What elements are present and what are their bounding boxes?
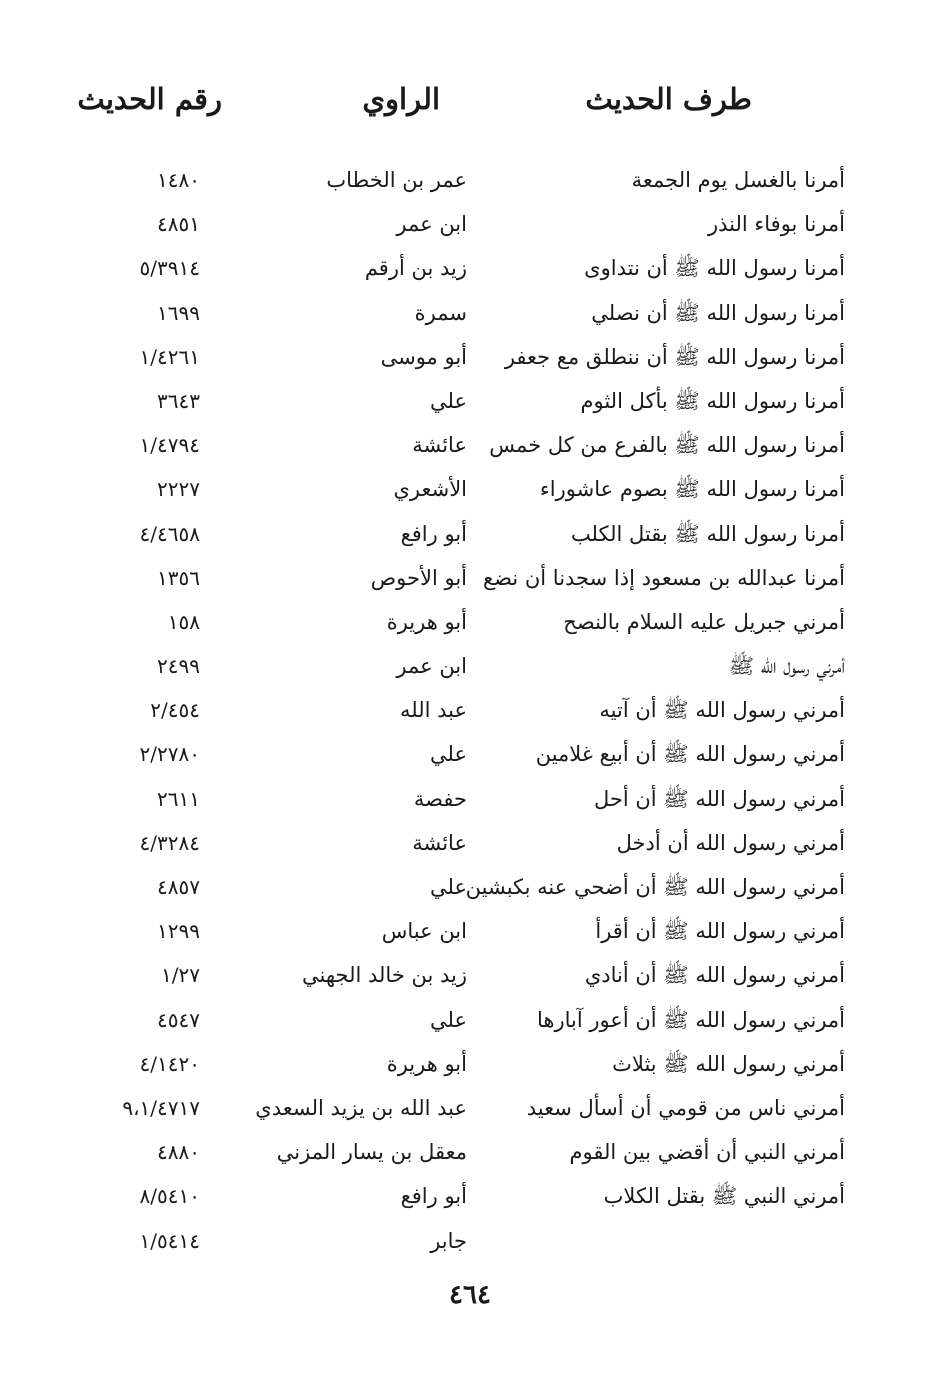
narrator-name: ابن عمر <box>396 212 467 237</box>
narrator-name: زيد بن أرقم <box>364 256 467 281</box>
narrator-name: أبو رافع <box>400 521 467 546</box>
table-row <box>0 779 940 823</box>
narrator-name: أبو هريرة <box>386 609 467 634</box>
hadith-text: أمرنا رسول الله ﷺ بصوم عاشوراء <box>539 477 845 502</box>
narrator-name: جابر <box>430 1228 467 1253</box>
hadith-number: ١٥٨ <box>167 609 200 634</box>
hadith-text: أمرني رسول الله ﷺ أن أنادي <box>584 963 845 988</box>
table-row <box>0 337 940 381</box>
table-row <box>0 734 940 778</box>
table-row <box>0 558 940 602</box>
hadith-number: ١٤٨٠ <box>157 168 200 192</box>
table-row <box>0 1221 940 1265</box>
table-row <box>0 911 940 955</box>
hadith-number: ٨/٥٤١٠ <box>139 1184 200 1209</box>
hadith-text: أمرنا رسول الله ﷺ بأكل الثوم <box>580 388 845 413</box>
narrator-name: عمر بن الخطاب <box>326 168 467 192</box>
narrator-name: أبو الأحوص <box>370 565 467 590</box>
hadith-text: أمرنا رسول الله ﷺ أن نصلي <box>591 300 845 325</box>
hadith-number: ٤/٣٢٨٤ <box>139 830 200 855</box>
table-row <box>0 204 940 248</box>
narrator-name: عبد الله <box>399 698 467 723</box>
hadith-number: ١/٤٢٦١ <box>139 344 200 369</box>
table-row <box>0 602 940 646</box>
hadith-text: أمرني رسول الله ﷺ بثلاث <box>612 1051 845 1076</box>
hadith-text: أمرنا رسول الله ﷺ أن نتداوى <box>584 256 845 281</box>
hadith-text: أمرنا رسول الله ﷺ بالفرع من كل خمس <box>489 433 845 458</box>
table-row <box>0 955 940 999</box>
hadith-number: ٢/٢٧٨٠ <box>139 742 200 767</box>
hadith-text: أمرني جبريل عليه السلام بالنصح <box>563 609 845 634</box>
narrator-name: أبو هريرة <box>386 1051 467 1076</box>
hadith-number: ٢/٤٥٤ <box>150 698 200 723</box>
narrator-name: سمرة <box>414 300 467 325</box>
hadith-text: أمرني رسول الله ﷺ أن أقرأ <box>595 919 845 944</box>
hadith-number: ٢٦١١ <box>157 786 200 811</box>
table-row <box>0 1176 940 1220</box>
hadith-number: ٤/١٤٢٠ <box>139 1051 200 1076</box>
narrator-name: ابن عباس <box>381 919 467 944</box>
hadith-text: أمرني رسول الله ﷺ أن أبيع غلامين <box>535 742 845 767</box>
narrator-name: عبد الله بن يزيد السعدي <box>255 1095 467 1120</box>
table-row <box>0 248 940 292</box>
hadith-text: أمرني رسول الله ﷺ أن آتيه <box>599 698 845 723</box>
table-row <box>0 867 940 911</box>
hadith-column-header: طرف الحديث <box>585 82 752 116</box>
hadith-number: ٥/٣٩١٤ <box>139 256 200 281</box>
hadith-number: ٤٨٥٧ <box>157 875 200 899</box>
hadith-text: أمرنا رسول الله ﷺ بقتل الكلب <box>570 521 845 546</box>
table-row <box>0 514 940 558</box>
hadith-text: أمرني رسول الله ﷺ <box>728 654 845 679</box>
hadith-number: ٣٦٤٣ <box>157 388 200 413</box>
hadith-text: أمرني رسول الله ﷺ أن أحل <box>593 786 845 811</box>
hadith-number: ٤/٤٦٥٨ <box>139 521 200 546</box>
hadith-number: ٤٨٨٠ <box>157 1140 200 1165</box>
narrator-name: عائشة <box>412 433 467 458</box>
table-row <box>0 425 940 469</box>
hadith-index-table <box>0 160 940 1265</box>
table-row <box>0 1088 940 1132</box>
hadith-text: أمرنا بالغسل يوم الجمعة <box>631 168 845 192</box>
hadith-number: ٩،١/٤٧١٧ <box>122 1095 200 1120</box>
hadith-text: أمرنا بوفاء النذر <box>707 212 845 237</box>
hadith-text: أمرني النبي أن أقضي بين القوم <box>569 1140 845 1165</box>
hadith-number: ٤٥٤٧ <box>157 1007 200 1032</box>
narrator-name: علي <box>430 388 467 413</box>
hadith-number: ١٢٩٩ <box>157 919 200 944</box>
narrator-name: علي <box>430 1007 467 1032</box>
narrator-name: زيد بن خالد الجهني <box>302 963 467 988</box>
hadith-number: ١٣٥٦ <box>157 565 200 590</box>
table-row <box>0 1044 940 1088</box>
narrator-name: أبو رافع <box>400 1184 467 1209</box>
hadith-text: أمرنا عبدالله بن مسعود إذا سجدنا أن نضع <box>482 565 845 590</box>
hadith-number: ٢٢٢٧ <box>157 477 200 502</box>
narrator-name: أبو موسى <box>380 344 467 369</box>
table-row <box>0 293 940 337</box>
table-row <box>0 646 940 690</box>
table-row <box>0 381 940 425</box>
table-row <box>0 823 940 867</box>
hadith-number: ١٦٩٩ <box>157 300 200 325</box>
table-row <box>0 1000 940 1044</box>
table-header <box>0 82 940 132</box>
hadith-number: ٢٤٩٩ <box>157 654 200 679</box>
hadith-text: أمرني رسول الله ﷺ أن أضحي عنه بكبشين <box>465 875 845 899</box>
narrator-column-header: الراوي <box>362 82 440 116</box>
narrator-name: الأشعري <box>393 477 467 502</box>
number-column-header: رقم الحديث <box>77 82 222 116</box>
hadith-text: أمرني رسول الله ﷺ أن أعور آبارها <box>536 1007 845 1032</box>
hadith-number: ٤٨٥١ <box>157 212 200 237</box>
table-row <box>0 1132 940 1176</box>
table-row <box>0 160 940 204</box>
narrator-name: علي <box>430 742 467 767</box>
narrator-name: عائشة <box>412 830 467 855</box>
hadith-number: ١/٢٧ <box>161 963 200 988</box>
hadith-number: ١/٤٧٩٤ <box>139 433 200 458</box>
hadith-text: أمرني ناس من قومي أن أسأل سعيد <box>526 1095 845 1120</box>
page-number: ٤٦٤ <box>449 1280 491 1310</box>
narrator-name: ابن عمر <box>396 654 467 679</box>
narrator-name: حفصة <box>413 786 467 811</box>
narrator-name: معقل بن يسار المزني <box>276 1140 467 1165</box>
hadith-text: أمرنا رسول الله ﷺ أن ننطلق مع جعفر <box>504 344 845 369</box>
table-row <box>0 690 940 734</box>
hadith-number: ١/٥٤١٤ <box>139 1228 200 1253</box>
hadith-text: أمرني النبي ﷺ بقتل الكلاب <box>603 1184 845 1209</box>
hadith-text: أمرني رسول الله أن أدخل <box>616 830 845 855</box>
narrator-name: علي <box>430 875 467 899</box>
table-row <box>0 469 940 513</box>
